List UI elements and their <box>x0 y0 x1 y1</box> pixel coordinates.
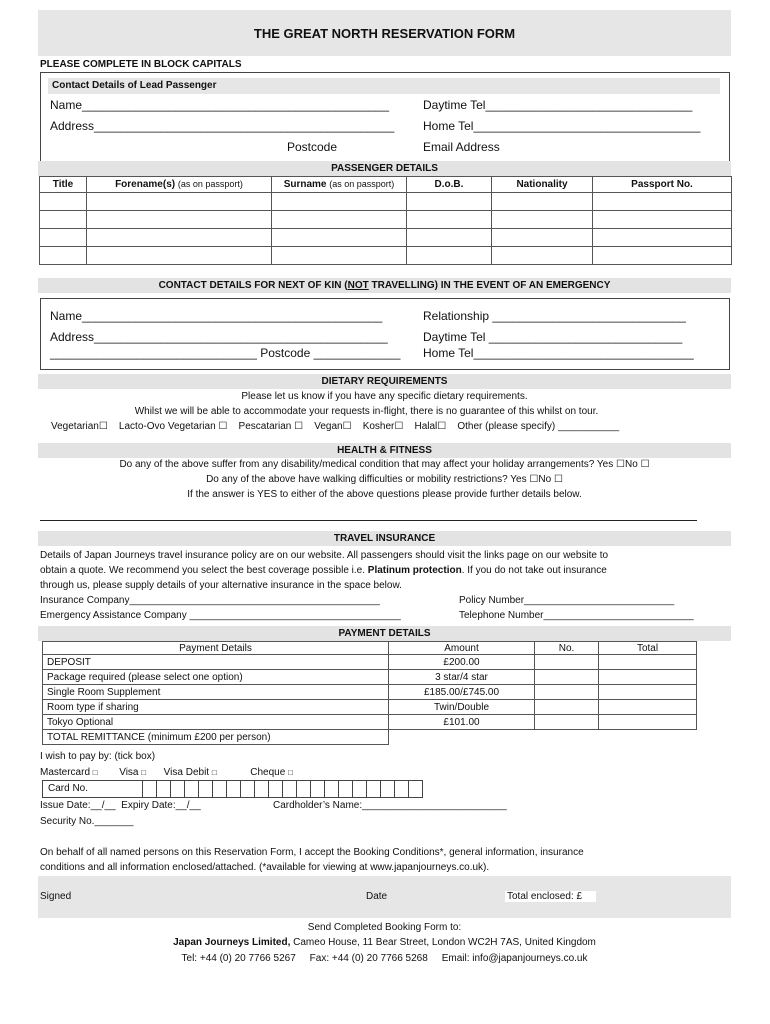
payment-row-total: TOTAL REMITTANCE (minimum £200 per person) <box>43 730 697 745</box>
q2-no-checkbox[interactable]: ☐ <box>553 474 563 485</box>
kin-postcode-label: Postcode <box>260 346 311 360</box>
payment-methods <box>40 767 293 778</box>
col-dob: D.o.B. <box>407 177 492 193</box>
visa-debit-option[interactable]: Visa Debit □ <box>163 767 217 778</box>
total-cell[interactable] <box>599 655 697 670</box>
date-field[interactable]: Date <box>366 891 388 902</box>
next-of-kin-heading: CONTACT DETAILS FOR NEXT OF KIN (NOT TRAVELLING) IN THE EVENT OF AN EMERGENCY <box>38 278 731 293</box>
col-nationality: Nationality <box>492 177 593 193</box>
passenger-row[interactable] <box>40 247 732 265</box>
kin-name-field[interactable]: Name_____________________________________________ <box>50 309 383 323</box>
payment-col-details: Payment Details <box>43 642 389 655</box>
lacto-ovo-option[interactable]: Lacto-Ovo Vegetarian ☐ <box>118 421 228 432</box>
dietary-options <box>51 421 619 432</box>
lead-email-label: Email Address <box>423 140 500 154</box>
qty-cell[interactable] <box>535 670 599 685</box>
health-heading: HEALTH & FITNESS <box>38 443 731 458</box>
company-address: Japan Journeys Limited, Cameo House, 11 Bear Street, London WC2H 7AS, United Kingdom <box>173 937 596 948</box>
cardholder-name-field[interactable]: Cardholder’s Name:__________________________ <box>273 800 507 811</box>
passenger-details-heading: PASSENGER DETAILS <box>38 161 731 176</box>
lead-name-field[interactable]: Name______________________________________________ <box>50 98 390 112</box>
kin-relationship-field[interactable]: Relationship _____________________________ <box>423 309 686 323</box>
q1-no-checkbox[interactable]: ☐ <box>640 459 650 470</box>
company-contacts: Tel: +44 (0) 20 7766 5267 Fax: +44 (0) 20 7766 5268 Email: info@japanjourneys.co.uk <box>181 953 588 964</box>
passenger-row[interactable] <box>40 211 732 229</box>
insurance-heading: TRAVEL INSURANCE <box>38 531 731 546</box>
kin-relationship-label: Relationship <box>423 309 490 323</box>
col-passport: Passport No. <box>593 177 732 193</box>
declaration-line-2: conditions and all information enclosed/attached. (*available for viewing at www.japanjourneys.co.uk). <box>40 862 490 873</box>
total-cell[interactable] <box>599 670 697 685</box>
health-details-line[interactable] <box>40 520 697 521</box>
health-q2: Do any of the above have walking difficulties or mobility restrictions? Yes ☐No ☐ <box>206 474 563 485</box>
payment-col-amount: Amount <box>389 642 535 655</box>
policy-number-field[interactable]: Policy Number___________________________ <box>459 595 675 606</box>
total-enclosed-field[interactable]: Total enclosed: £ <box>505 891 596 902</box>
qty-cell[interactable] <box>535 715 599 730</box>
pay-by-label: I wish to pay by: (tick box) <box>40 751 156 762</box>
dietary-line-2: Whilst we will be able to accommodate your requests in-flight, there is no guarantee of this whilst on tour. <box>134 406 599 417</box>
kin-address-field[interactable]: Address____________________________________________ <box>50 330 388 344</box>
total-cell[interactable] <box>599 685 697 700</box>
kin-name-label: Name <box>50 309 83 323</box>
payment-heading: PAYMENT DETAILS <box>38 626 731 641</box>
q2-yes-checkbox[interactable]: ☐ <box>529 474 539 485</box>
col-surname: Surname (as on passport) <box>272 177 407 193</box>
assistance-company-field[interactable]: Emergency Assistance Company ______________________________________ <box>40 610 401 621</box>
total-cell[interactable] <box>599 700 697 715</box>
declaration-line-1: On behalf of all named persons on this Reservation Form, I accept the Booking Conditions*, general information, insurance <box>40 847 584 858</box>
mastercard-option[interactable]: Mastercard □ <box>40 767 98 778</box>
lead-postcode-label: Postcode <box>287 140 338 154</box>
payment-col-total: Total <box>599 642 697 655</box>
health-q1: Do any of the above suffer from any disability/medical condition that may affect your holiday arrangements? Yes ☐No ☐ <box>119 459 650 470</box>
qty-cell[interactable] <box>535 685 599 700</box>
kosher-option[interactable]: Kosher☐ <box>362 421 404 432</box>
lead-passenger-heading: Contact Details of Lead Passenger <box>48 78 720 94</box>
col-forename: Forename(s) (as on passport) <box>87 177 272 193</box>
payment-row: Tokyo Optional £101.00 <box>43 715 697 730</box>
qty-cell[interactable] <box>535 700 599 715</box>
payment-table <box>42 641 697 745</box>
form-title: THE GREAT NORTH RESERVATION FORM <box>253 26 516 41</box>
other-option[interactable]: Other (please specify) ___________ <box>457 421 620 432</box>
kin-home-tel-label: Home Tel <box>423 346 474 360</box>
dietary-heading: DIETARY REQUIREMENTS <box>38 374 731 389</box>
insurance-p1: Details of Japan Journeys travel insurance policy are on our website. All passengers should visit the links page on our website to <box>40 550 609 561</box>
payment-row: Room type if sharing Twin/Double <box>43 700 697 715</box>
dietary-line-1: Please let us know if you have any specific dietary requirements. <box>241 391 528 402</box>
send-to-label: Send Completed Booking Form to: <box>307 922 462 933</box>
kin-postcode-field[interactable]: _______________________________ Postcode _____________ <box>50 346 401 360</box>
q1-yes-checkbox[interactable]: ☐ <box>616 459 625 470</box>
card-number-field[interactable] <box>42 780 423 798</box>
card-number-label: Card No. <box>43 781 143 797</box>
kin-daytime-tel-label: Daytime Tel <box>423 330 486 344</box>
kin-address-label: Address <box>50 330 95 344</box>
kin-home-tel-field[interactable]: Home Tel_________________________________ <box>423 346 694 360</box>
payment-row: DEPOSIT £200.00 <box>43 655 697 670</box>
passenger-row[interactable] <box>40 229 732 247</box>
pescatarian-option[interactable]: Pescatarian ☐ <box>238 421 304 432</box>
lead-home-tel-field[interactable]: Home Tel__________________________________ <box>423 119 701 133</box>
insurance-p3: through us, please supply details of your alternative insurance in the space below. <box>40 580 402 591</box>
passenger-table <box>39 176 732 265</box>
lead-name-label: Name <box>50 98 83 112</box>
vegan-option[interactable]: Vegan☐ <box>314 421 352 432</box>
total-cell[interactable] <box>599 715 697 730</box>
qty-cell[interactable] <box>535 655 599 670</box>
signed-field[interactable]: Signed <box>40 891 72 902</box>
insurance-company-field[interactable]: Insurance Company_____________________________________________ <box>40 595 380 606</box>
payment-row: Single Room Supplement £185.00/£745.00 <box>43 685 697 700</box>
col-title: Title <box>40 177 87 193</box>
vegetarian-option[interactable]: Vegetarian☐ <box>51 421 108 432</box>
cheque-option[interactable]: Cheque □ <box>250 767 293 778</box>
halal-option[interactable]: Halal☐ <box>414 421 447 432</box>
passenger-row[interactable] <box>40 193 732 211</box>
security-number-field[interactable]: Security No._______ <box>40 816 134 827</box>
payment-col-no: No. <box>535 642 599 655</box>
lead-daytime-tel-label: Daytime Tel <box>423 98 486 112</box>
issue-expiry-field[interactable]: Issue Date:__/__ Expiry Date:__/__ <box>40 800 201 811</box>
lead-address-field[interactable]: Address_____________________________________________ <box>50 119 395 133</box>
kin-daytime-tel-field[interactable]: Daytime Tel _____________________________ <box>423 330 683 344</box>
payment-row: Package required (please select one option) 3 star/4 star <box>43 670 697 685</box>
block-capitals-instruction: PLEASE COMPLETE IN BLOCK CAPITALS <box>40 59 242 70</box>
health-q3: If the answer is YES to either of the above questions please provide further details below. <box>187 489 582 500</box>
lead-address-label: Address <box>50 119 95 133</box>
visa-option[interactable]: Visa □ <box>119 767 147 778</box>
insurance-p2: obtain a quote. We recommend you select the best coverage possible i.e. Platinum protection. If you do not take out insurance <box>40 565 607 576</box>
lead-home-tel-label: Home Tel <box>423 119 474 133</box>
lead-daytime-tel-field[interactable]: Daytime Tel_______________________________ <box>423 98 693 112</box>
telephone-number-field[interactable]: Telephone Number___________________________ <box>459 610 694 621</box>
